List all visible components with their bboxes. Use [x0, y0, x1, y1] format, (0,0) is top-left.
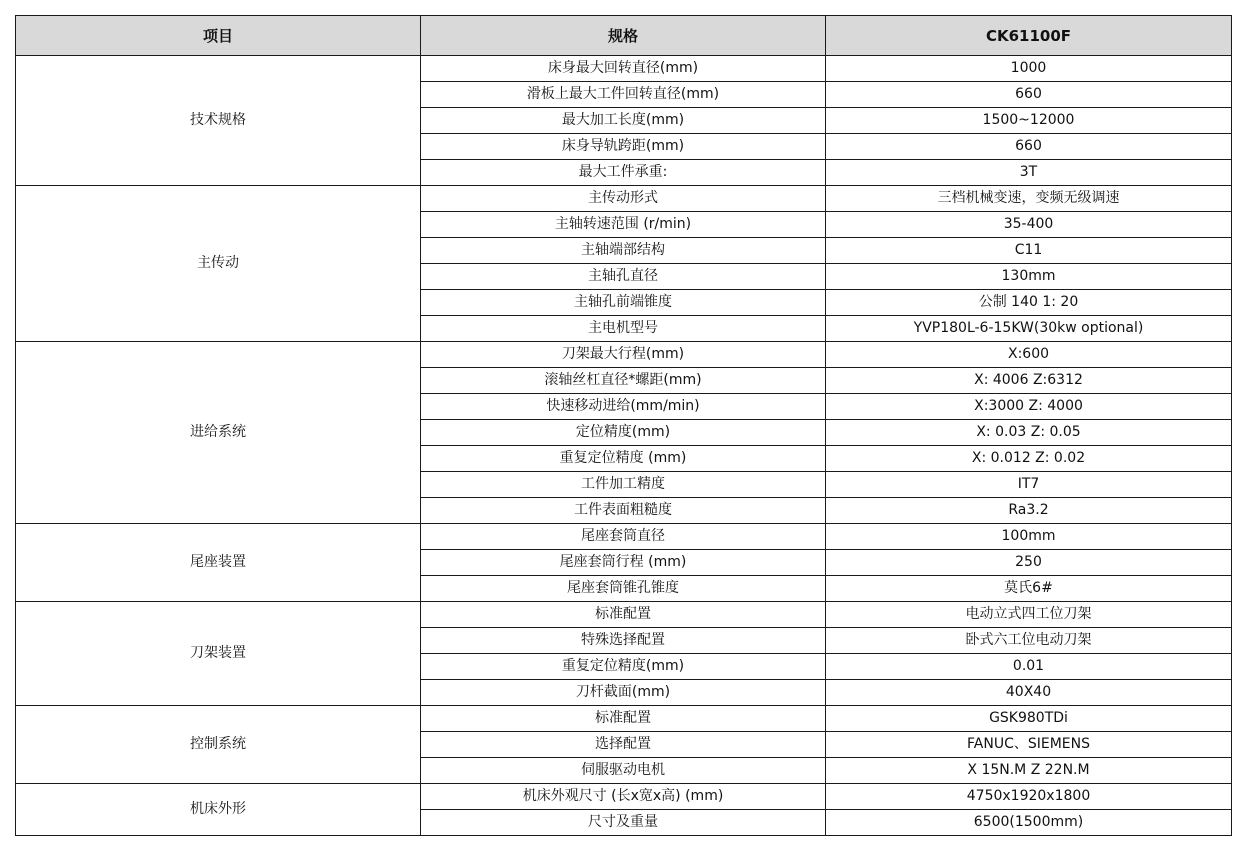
value-cell: X:600	[826, 342, 1232, 368]
spec-cell: 工件加工精度	[421, 472, 826, 498]
value-cell: IT7	[826, 472, 1232, 498]
value-cell: FANUC、SIEMENS	[826, 732, 1232, 758]
spec-table	[15, 15, 1232, 836]
table-row	[16, 602, 1232, 628]
spec-cell: 最大加工长度(mm)	[421, 108, 826, 134]
value-cell: 660	[826, 82, 1232, 108]
spec-cell: 主轴端部结构	[421, 238, 826, 264]
table-row	[16, 784, 1232, 810]
value-cell: 三档机械变速，变频无级调速	[826, 186, 1232, 212]
spec-cell: 刀架最大行程(mm)	[421, 342, 826, 368]
value-cell: YVP180L-6-15KW(30kw optional)	[826, 316, 1232, 342]
spec-cell: 标准配置	[421, 602, 826, 628]
spec-cell: 主轴转速范围 (r/min)	[421, 212, 826, 238]
value-cell: X: 0.012 Z: 0.02	[826, 446, 1232, 472]
spec-cell: 特殊选择配置	[421, 628, 826, 654]
table-row	[16, 186, 1232, 212]
category-cell: 主传动	[16, 186, 421, 342]
value-cell: X 15N.M Z 22N.M	[826, 758, 1232, 784]
table-row	[16, 342, 1232, 368]
header-row	[16, 16, 1232, 56]
value-cell: X:3000 Z: 4000	[826, 394, 1232, 420]
value-cell: 6500(1500mm)	[826, 810, 1232, 836]
spec-cell: 床身最大回转直径(mm)	[421, 56, 826, 82]
value-cell: 4750x1920x1800	[826, 784, 1232, 810]
spec-cell: 工件表面粗糙度	[421, 498, 826, 524]
value-cell: 莫氏6#	[826, 576, 1232, 602]
value-cell: 250	[826, 550, 1232, 576]
value-cell: 卧式六工位电动刀架	[826, 628, 1232, 654]
value-cell: 35-400	[826, 212, 1232, 238]
value-cell: 0.01	[826, 654, 1232, 680]
value-cell: X: 4006 Z:6312	[826, 368, 1232, 394]
spec-cell: 尾座套筒直径	[421, 524, 826, 550]
spec-cell: 最大工件承重:	[421, 160, 826, 186]
spec-cell: 重复定位精度 (mm)	[421, 446, 826, 472]
value-cell: 公制 140 1: 20	[826, 290, 1232, 316]
spec-cell: 尾座套筒行程 (mm)	[421, 550, 826, 576]
category-cell: 机床外形	[16, 784, 421, 836]
spec-cell: 床身导轨跨距(mm)	[421, 134, 826, 160]
category-cell: 进给系统	[16, 342, 421, 524]
spec-cell: 定位精度(mm)	[421, 420, 826, 446]
table-header	[16, 16, 1232, 56]
spec-cell: 伺服驱动电机	[421, 758, 826, 784]
header-model: CK61100F	[826, 16, 1232, 56]
spec-cell: 选择配置	[421, 732, 826, 758]
category-cell: 尾座装置	[16, 524, 421, 602]
spec-cell: 主轴孔直径	[421, 264, 826, 290]
table-row	[16, 706, 1232, 732]
spec-cell: 标准配置	[421, 706, 826, 732]
spec-cell: 主电机型号	[421, 316, 826, 342]
category-cell: 技术规格	[16, 56, 421, 186]
table-row	[16, 524, 1232, 550]
spec-cell: 快速移动进给(mm/min)	[421, 394, 826, 420]
value-cell: 1000	[826, 56, 1232, 82]
value-cell: 660	[826, 134, 1232, 160]
header-spec: 规格	[421, 16, 826, 56]
spec-cell: 滚轴丝杠直径*螺距(mm)	[421, 368, 826, 394]
value-cell: X: 0.03 Z: 0.05	[826, 420, 1232, 446]
value-cell: 40X40	[826, 680, 1232, 706]
value-cell: 130mm	[826, 264, 1232, 290]
spec-cell: 刀杆截面(mm)	[421, 680, 826, 706]
spec-cell: 主传动形式	[421, 186, 826, 212]
category-cell: 控制系统	[16, 706, 421, 784]
spec-cell: 重复定位精度(mm)	[421, 654, 826, 680]
spec-cell: 机床外观尺寸 (长x宽x高) (mm)	[421, 784, 826, 810]
value-cell: Ra3.2	[826, 498, 1232, 524]
value-cell: 1500~12000	[826, 108, 1232, 134]
table-row	[16, 56, 1232, 82]
value-cell: C11	[826, 238, 1232, 264]
spec-cell: 尾座套筒锥孔锥度	[421, 576, 826, 602]
spec-cell: 滑板上最大工件回转直径(mm)	[421, 82, 826, 108]
value-cell: 100mm	[826, 524, 1232, 550]
category-cell: 刀架装置	[16, 602, 421, 706]
spec-cell: 尺寸及重量	[421, 810, 826, 836]
spec-cell: 主轴孔前端锥度	[421, 290, 826, 316]
table-body	[16, 56, 1232, 836]
value-cell: 3T	[826, 160, 1232, 186]
value-cell: 电动立式四工位刀架	[826, 602, 1232, 628]
value-cell: GSK980TDi	[826, 706, 1232, 732]
header-category: 项目	[16, 16, 421, 56]
